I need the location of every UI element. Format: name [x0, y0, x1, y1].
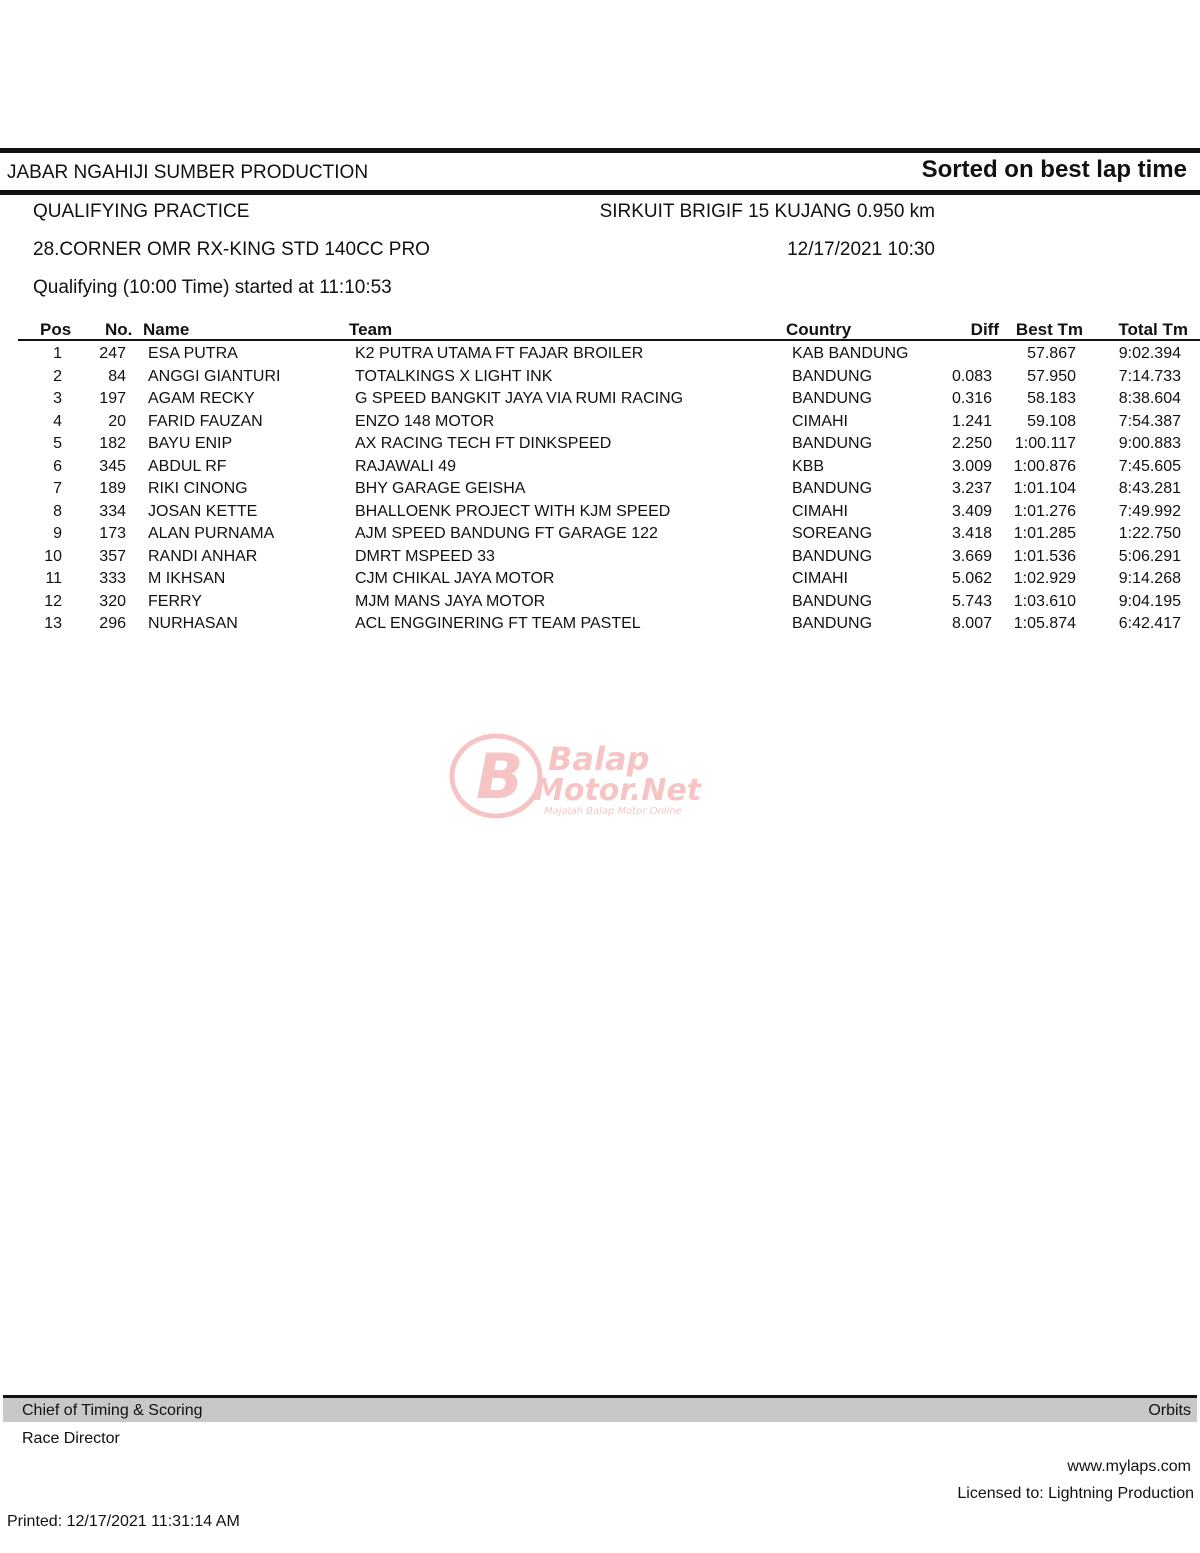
col-header-no: No.: [105, 320, 133, 339]
table-row: [0, 591, 1200, 614]
cell-country: BANDUNG: [792, 547, 873, 565]
cell-pos: 2: [53, 367, 62, 385]
cell-pos: 7: [53, 480, 62, 497]
website-link[interactable]: www.mylaps.com: [1067, 1458, 1191, 1475]
cell-country: BANDUNG: [792, 435, 873, 452]
cell-no: 247: [99, 345, 126, 362]
cell-no: 20: [108, 412, 126, 430]
cell-diff: 0.083: [951, 367, 992, 385]
cell-best: 1:01.536: [1013, 547, 1076, 565]
cell-total: 5:06.291: [1118, 547, 1181, 565]
table-row: [0, 523, 1200, 546]
cell-team: CJM CHIKAL JAYA MOTOR: [355, 570, 555, 587]
cell-no: 189: [99, 480, 126, 497]
cell-team: K2 PUTRA UTAMA FT FAJAR BROILER: [355, 345, 644, 362]
cell-total: 8:38.604: [1118, 390, 1181, 407]
license-info: Licensed to: Lightning Production: [957, 1485, 1194, 1502]
session-title: QUALIFYING PRACTICE: [33, 201, 250, 222]
cell-pos: 8: [53, 502, 62, 520]
chief-of-timing: Chief of Timing & Scoring: [22, 1402, 203, 1419]
cell-best: 58.183: [1027, 390, 1076, 407]
header-bottom-rule: [0, 190, 1200, 195]
cell-no: 296: [99, 615, 126, 632]
cell-total: 7:45.605: [1118, 457, 1181, 475]
cell-team: MJM MANS JAYA MOTOR: [355, 592, 546, 610]
cell-total: 6:42.417: [1118, 615, 1181, 632]
col-header-best: Best Tm: [1015, 320, 1083, 339]
table-row: [0, 388, 1200, 411]
cell-pos: 1: [53, 345, 62, 362]
cell-pos: 12: [44, 592, 62, 610]
cell-name: FARID FAUZAN: [148, 412, 263, 430]
table-row: [0, 546, 1200, 569]
cell-team: AJM SPEED BANDUNG FT GARAGE 122: [355, 525, 658, 542]
cell-diff: 2.250: [951, 435, 992, 452]
col-header-total: Total Tm: [1118, 320, 1188, 339]
table-row: [0, 478, 1200, 501]
cell-pos: 10: [44, 547, 62, 565]
sort-note: Sorted on best lap time: [921, 156, 1187, 183]
cell-total: 8:43.281: [1118, 480, 1181, 497]
cell-country: BANDUNG: [792, 592, 873, 610]
cell-pos: 3: [53, 390, 62, 407]
cell-total: 9:14.268: [1118, 570, 1181, 587]
cell-team: BHALLOENK PROJECT WITH KJM SPEED: [355, 502, 671, 520]
session-datetime: 12/17/2021 10:30: [787, 239, 935, 260]
cell-best: 1:00.117: [1014, 435, 1076, 452]
cell-team: ACL ENGGINERING FT TEAM PASTEL: [355, 615, 641, 632]
cell-country: CIMAHI: [792, 502, 848, 520]
race-director: Race Director: [22, 1430, 120, 1447]
col-header-country: Country: [786, 320, 852, 339]
cell-country: BANDUNG: [792, 615, 873, 632]
cell-country: KAB BANDUNG: [792, 345, 909, 362]
cell-country: CIMAHI: [792, 570, 848, 587]
col-header-pos: Pos: [40, 320, 72, 339]
cell-name: ABDUL RF: [148, 457, 227, 475]
table-row: [0, 411, 1200, 434]
orbits-label: Orbits: [1148, 1402, 1191, 1419]
cell-best: 1:00.876: [1013, 457, 1076, 475]
cell-diff: 5.062: [951, 570, 992, 587]
cell-pos: 4: [53, 412, 62, 430]
cell-diff: 3.409: [951, 502, 992, 520]
cell-total: 9:02.394: [1118, 345, 1181, 362]
table-header-rule: [18, 339, 1200, 341]
watermark-line2: Motor.Net: [534, 773, 702, 808]
cell-no: 197: [99, 390, 126, 407]
cell-total: 1:22.750: [1118, 525, 1181, 542]
cell-country: SOREANG: [792, 525, 873, 542]
cell-total: 7:49.992: [1118, 502, 1181, 520]
cell-team: G SPEED BANGKIT JAYA VIA RUMI RACING: [355, 390, 684, 407]
table-row: [0, 613, 1200, 636]
cell-name: ANGGI GIANTURI: [148, 367, 281, 385]
cell-no: 334: [99, 502, 126, 520]
col-header-team: Team: [349, 320, 393, 339]
cell-best: 59.108: [1027, 412, 1076, 430]
cell-no: 320: [99, 592, 126, 610]
col-header-diff: Diff: [970, 320, 999, 339]
cell-country: CIMAHI: [792, 412, 848, 430]
table-row: [0, 366, 1200, 389]
cell-country: BANDUNG: [792, 390, 873, 407]
table-row: [0, 343, 1200, 366]
cell-team: ENZO 148 MOTOR: [355, 412, 495, 430]
cell-name: RANDI ANHAR: [148, 547, 258, 565]
cell-team: RAJAWALI 49: [355, 457, 457, 475]
cell-team: TOTALKINGS X LIGHT INK: [355, 367, 553, 385]
cell-diff: 3.669: [951, 547, 992, 565]
cell-pos: 9: [53, 525, 62, 542]
cell-diff: 3.418: [951, 525, 992, 542]
cell-diff: 8.007: [951, 615, 992, 632]
cell-diff: 3.009: [951, 457, 992, 475]
cell-best: 1:01.104: [1013, 480, 1076, 497]
cell-name: ESA PUTRA: [148, 345, 238, 362]
header-top-rule: [0, 148, 1200, 153]
printed-timestamp: Printed: 12/17/2021 11:31:14 AM: [7, 1513, 240, 1530]
cell-no: 84: [108, 367, 126, 385]
watermark-line1: Balap: [548, 740, 650, 778]
cell-name: NURHASAN: [148, 615, 238, 632]
organizer-name: JABAR NGAHIJI SUMBER PRODUCTION: [7, 162, 369, 183]
cell-total: 7:54.387: [1118, 412, 1181, 430]
cell-team: BHY GARAGE GEISHA: [355, 480, 526, 497]
cell-diff: 1.241: [951, 412, 992, 430]
cell-diff: 3.237: [951, 480, 992, 497]
cell-no: 173: [99, 525, 126, 542]
cell-name: FERRY: [148, 592, 202, 610]
start-info: Qualifying (10:00 Time) started at 11:10:53: [33, 277, 392, 298]
cell-team: AX RACING TECH FT DINKSPEED: [355, 435, 612, 452]
col-header-name: Name: [143, 320, 190, 339]
cell-best: 57.950: [1027, 367, 1076, 385]
cell-country: BANDUNG: [792, 367, 873, 385]
cell-team: DMRT MSPEED 33: [355, 547, 495, 565]
table-row: [0, 568, 1200, 591]
table-row: [0, 501, 1200, 524]
cell-total: 9:04.195: [1118, 592, 1181, 610]
cell-best: 1:02.929: [1013, 570, 1076, 587]
watermark-logo: [448, 732, 752, 820]
cell-country: BANDUNG: [792, 480, 873, 497]
cell-name: AGAM RECKY: [148, 390, 255, 407]
cell-no: 182: [99, 435, 126, 452]
cell-name: M IKHSAN: [148, 570, 226, 587]
cell-name: RIKI CINONG: [148, 480, 248, 497]
cell-diff: 0.316: [951, 390, 992, 407]
cell-name: ALAN PURNAMA: [148, 525, 275, 542]
class-title: 28.CORNER OMR RX-KING STD 140CC PRO: [33, 239, 430, 260]
watermark-tagline: Majalah Balap Motor Online: [544, 806, 682, 817]
table-row: [0, 433, 1200, 456]
cell-best: 57.867: [1027, 345, 1076, 362]
cell-no: 345: [99, 457, 126, 475]
cell-pos: 5: [53, 435, 62, 452]
cell-total: 9:00.883: [1118, 435, 1181, 452]
cell-name: JOSAN KETTE: [148, 502, 258, 520]
cell-diff: 5.743: [951, 592, 992, 610]
cell-best: 1:03.610: [1013, 592, 1076, 610]
cell-pos: 6: [53, 457, 62, 475]
results-table-body: [0, 343, 1200, 636]
cell-name: BAYU ENIP: [148, 435, 233, 452]
cell-total: 7:14.733: [1118, 367, 1181, 385]
cell-country: KBB: [792, 457, 825, 475]
cell-best: 1:05.874: [1013, 615, 1076, 632]
watermark-b-icon: B: [476, 740, 524, 813]
cell-pos: 13: [44, 615, 62, 632]
cell-pos: 11: [45, 570, 62, 587]
circuit-info: SIRKUIT BRIGIF 15 KUJANG 0.950 km: [599, 201, 935, 222]
cell-best: 1:01.276: [1013, 502, 1076, 520]
cell-no: 333: [99, 570, 126, 587]
table-row: [0, 456, 1200, 479]
cell-no: 357: [99, 547, 126, 565]
cell-best: 1:01.285: [1013, 525, 1076, 542]
